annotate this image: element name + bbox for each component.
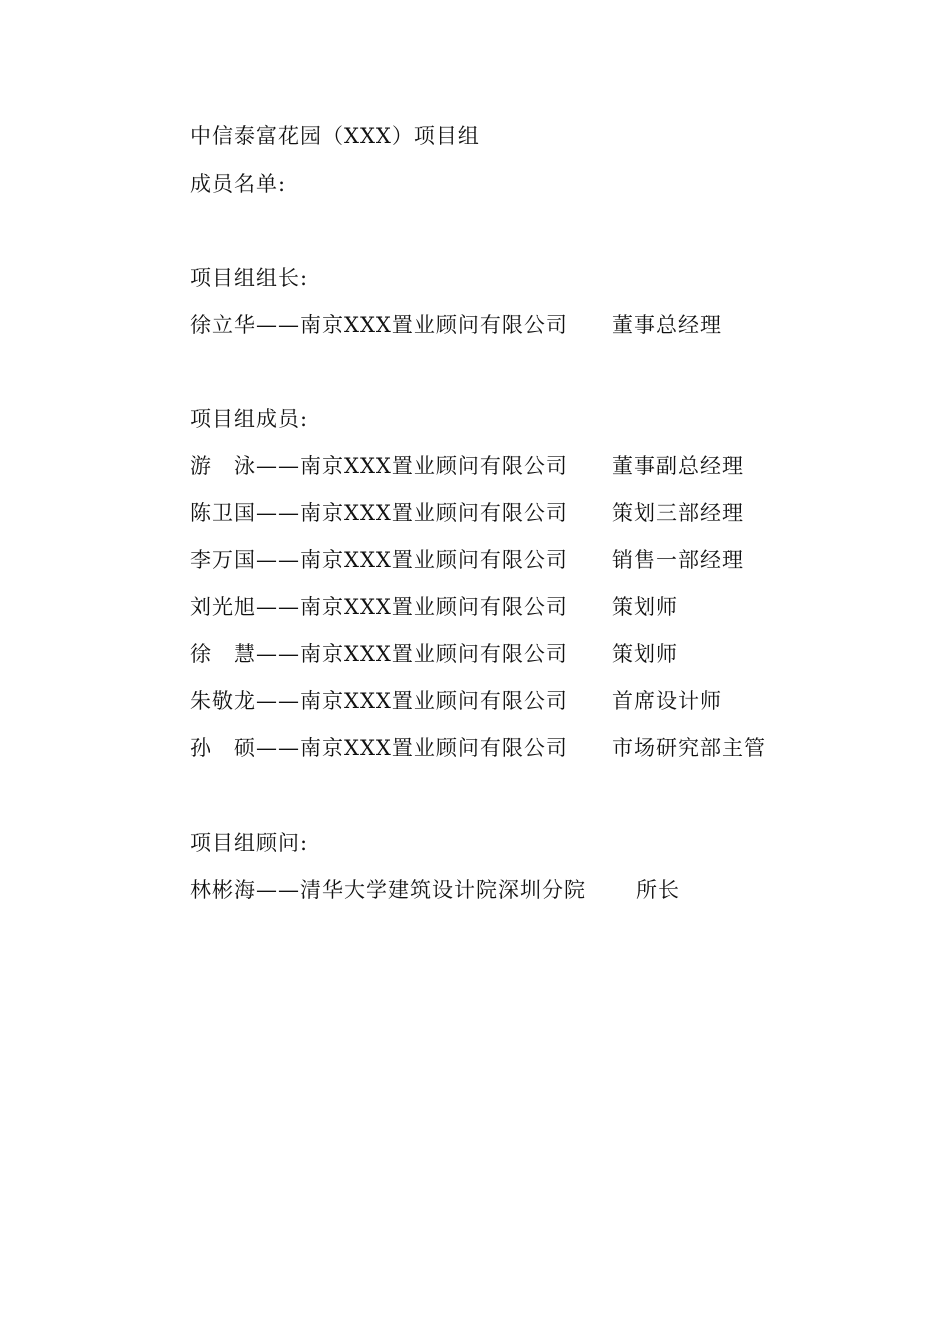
member-role: 董事副总经理 xyxy=(612,454,744,478)
member-role: 策划三部经理 xyxy=(612,501,744,525)
advisor-heading: 项目组顾问: xyxy=(190,831,309,855)
advisor-entry: 林彬海——清华大学建筑设计院深圳分院 xyxy=(190,878,586,902)
member-entry: 孙 硕——南京XXX置业顾问有限公司 xyxy=(190,736,568,760)
member-role: 首席设计师 xyxy=(612,689,722,713)
member-entry: 徐 慧——南京XXX置业顾问有限公司 xyxy=(190,642,568,666)
leader-role: 董事总经理 xyxy=(612,313,722,337)
leader-heading: 项目组组长: xyxy=(190,266,309,290)
member-role: 策划师 xyxy=(612,595,678,619)
member-entry: 李万国——南京XXX置业顾问有限公司 xyxy=(190,548,568,572)
member-role: 策划师 xyxy=(612,642,678,666)
leader-entry: 徐立华——南京XXX置业顾问有限公司 xyxy=(190,313,568,337)
document-title: 中信泰富花园（XXX）项目组 xyxy=(190,124,480,148)
member-entry: 朱敬龙——南京XXX置业顾问有限公司 xyxy=(190,689,568,713)
member-entry: 陈卫国——南京XXX置业顾问有限公司 xyxy=(190,501,568,525)
document-subtitle: 成员名单: xyxy=(190,172,287,196)
member-entry: 刘光旭——南京XXX置业顾问有限公司 xyxy=(190,595,568,619)
members-heading: 项目组成员: xyxy=(190,407,309,431)
member-role: 销售一部经理 xyxy=(612,548,744,572)
member-entry: 游 泳——南京XXX置业顾问有限公司 xyxy=(190,454,568,478)
member-role: 市场研究部主管 xyxy=(612,736,766,760)
advisor-role: 所长 xyxy=(636,878,680,902)
